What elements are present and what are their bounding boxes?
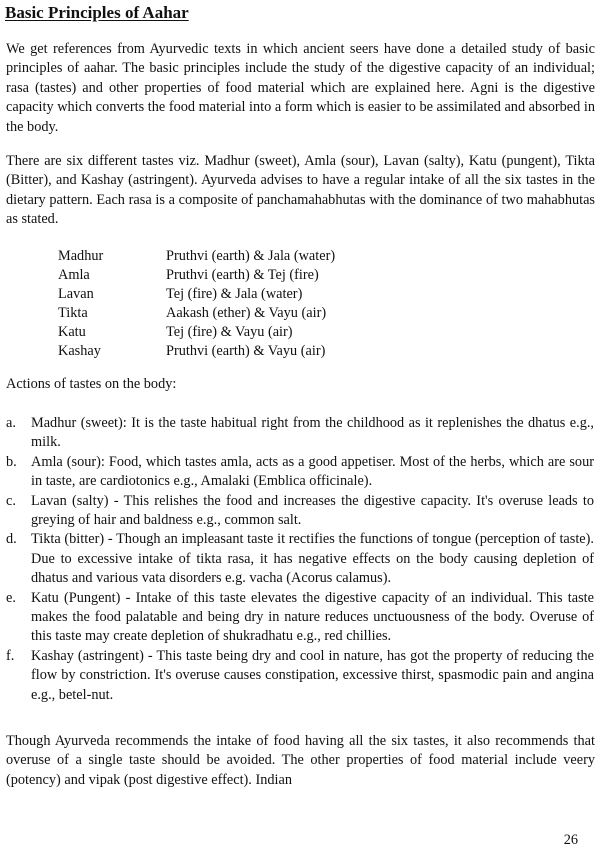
rasa-bhutas: Aakash (ether) & Vayu (air) [166, 305, 327, 321]
table-row [58, 266, 335, 285]
list-item [0, 647, 594, 705]
list-item-text: Tikta (bitter) - Though an impleasant taste it rectifies the functions of tongue (perception of taste). Due to excessive intake of tikta rasa, it has negative effects on the body causing depletion of dhatus and various vata disorders e.g. vacha (Acorus calamus). [31, 531, 594, 587]
list-item [0, 530, 594, 588]
actions-list [0, 414, 600, 705]
rasa-bhutas: Pruthvi (earth) & Tej (fire) [166, 267, 319, 283]
list-marker: a. [6, 415, 16, 431]
list-marker: c. [6, 492, 16, 509]
page-number: 26 [563, 832, 578, 848]
list-item [0, 589, 594, 647]
rasa-name: Katu [58, 324, 86, 340]
intro-paragraph: We get references from Ayurvedic texts in which ancient seers have done a detailed study of basic principles of aahar. The basic principles include the study of the digestive capacity of an individual; rasa (tastes) and other properties of food material which are explained here. Agni is the digestive capacity which converts the food material into a form which is easier to be assimilated and absorbed in the body. [6, 41, 595, 135]
rasa-name: Lavan [58, 286, 94, 302]
rasa-name: Madhur [58, 248, 104, 264]
table-row [58, 247, 335, 266]
list-item-text: Kashay (astringent) - This taste being dry and cool in nature, has got the property of reducing the flow by constriction. It's overuse causes constipation, excessive thirst, spasmodic pain and angina e.g., betel-nut. [31, 647, 594, 703]
taste-composition-table [58, 247, 335, 361]
table-row [58, 342, 335, 361]
closing-paragraph: Though Ayurveda recommends the intake of food having all the six tastes, it also recommends that overuse of a single taste should be avoided. The other properties of food material include veery (potency) and vipak (post digestive effect). Indian [6, 733, 595, 788]
table-row [58, 304, 335, 323]
rasa-name: Tikta [58, 305, 88, 321]
list-item-text: Amla (sour): Food, which tastes amla, acts as a good appetiser. Most of the herbs, which are sour in taste, are cardiotonics e.g., Amalaki (Emblica officinale). [31, 453, 594, 490]
list-marker: d. [6, 531, 17, 548]
list-item-text: Madhur (sweet): It is the taste habitual right from the childhood as it replenishes the dhatus e.g., milk. [31, 415, 594, 451]
rasa-name: Amla [58, 267, 90, 283]
table-row [58, 285, 335, 304]
rasa-bhutas: Pruthvi (earth) & Vayu (air) [166, 343, 326, 359]
list-item-text: Katu (Pungent) - Intake of this taste elevates the digestive capacity of an individual. This taste makes the food palatable and being dry in nature reduces unctuousness of the body. Overuse of this taste may create depletion of shukradhatu e.g., red chillies. [31, 589, 594, 645]
rasa-bhutas: Tej (fire) & Vayu (air) [166, 324, 293, 340]
rasa-name: Kashay [58, 343, 101, 359]
actions-heading: Actions of tastes on the body: [6, 376, 177, 392]
list-marker: b. [6, 453, 17, 470]
tastes-paragraph: There are six different tastes viz. Madhur (sweet), Amla (sour), Lavan (salty), Katu (pungent), Tikta (Bitter), and Kashay (astringent). Ayurveda advises to have a regular intake of all the six tastes in the dietary pattern. Each rasa is a composite of panchamahabhutas with the dominance of two mahabhutas as stated. [6, 153, 595, 228]
list-item [0, 453, 594, 492]
page-title: Basic Principles of Aahar [5, 3, 189, 22]
list-item [0, 492, 594, 531]
list-marker: e. [6, 589, 16, 606]
list-item [0, 414, 594, 453]
table-row [58, 323, 335, 342]
rasa-bhutas: Pruthvi (earth) & Jala (water) [166, 248, 336, 264]
list-marker: f. [6, 647, 15, 664]
list-item-text: Lavan (salty) - This relishes the food and increases the digestive capacity. It's overuse leads to greying of hair and baldness e.g., common salt. [31, 492, 594, 529]
rasa-bhutas: Tej (fire) & Jala (water) [166, 286, 303, 302]
